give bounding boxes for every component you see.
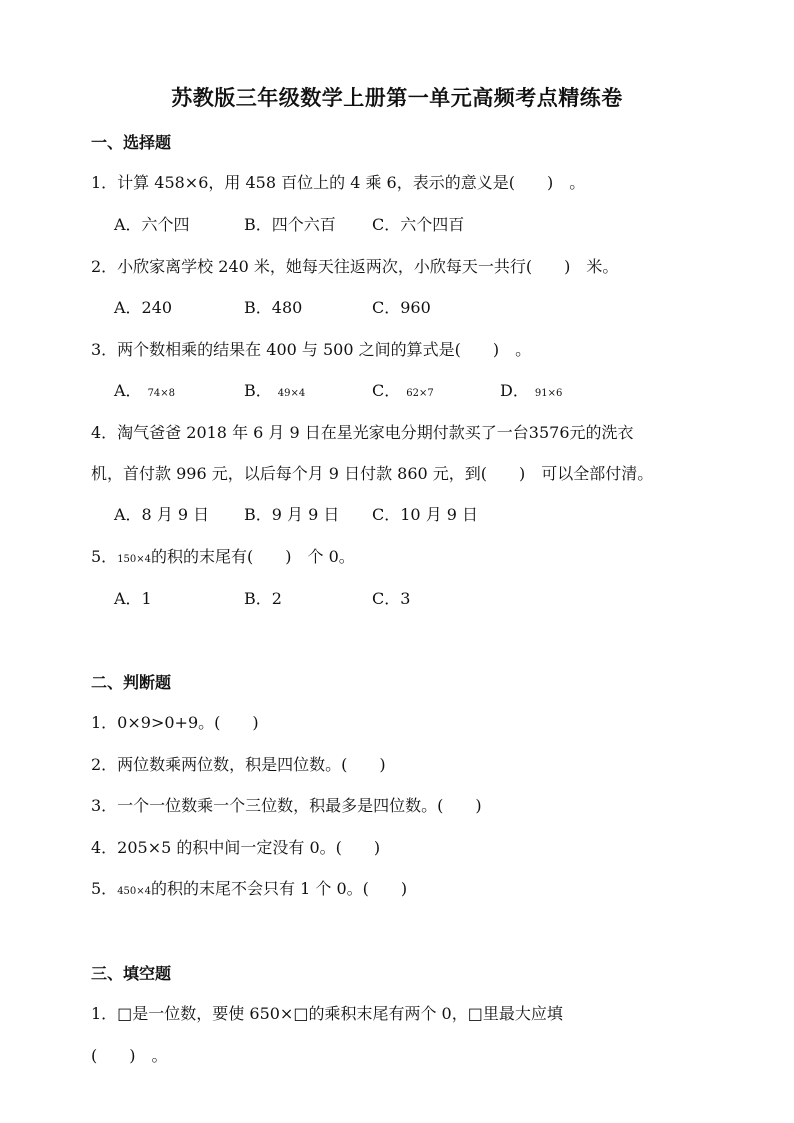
option-c[interactable]: C．960 [372, 298, 431, 317]
option-expression: 91×6 [534, 388, 563, 399]
question-number: 5． [91, 547, 118, 566]
choice-question-4-line1: 4．淘气爸爸 2018 年 6 月 9 日在星光家电分期付款买了一台3576元的洗衣 [91, 423, 634, 442]
fill-question-1-line1: 1．□是一位数，要使 650×□的乘积末尾有两个 0，□里最大应填 [91, 1004, 563, 1023]
question-text: 的积的末尾有( ) 个 0。 [151, 547, 355, 566]
option-label: A． [114, 381, 142, 400]
section-heading-choice: 一、选择题 [91, 133, 172, 152]
option-a[interactable]: A．1 [114, 589, 152, 608]
option-a[interactable] [114, 378, 175, 401]
option-label: C． [372, 381, 401, 400]
option-label: D． [500, 381, 529, 400]
option-expression: 74×8 [147, 388, 176, 399]
judgement-item: 4．205×5 的积中间一定没有 0。( ) [91, 838, 381, 857]
choice-question-4-line2: 机，首付款 996 元，以后每个月 9 日付款 860 元，到( ) 可以全部付清。 [91, 464, 654, 483]
fill-question-1-line2: ( ) 。 [91, 1046, 168, 1065]
option-c[interactable]: C．3 [372, 589, 411, 608]
option-b[interactable]: B．四个六百 [244, 215, 336, 234]
choice-question-5 [91, 544, 355, 567]
option-c[interactable]: C．10 月 9 日 [372, 505, 479, 524]
option-c[interactable] [372, 378, 434, 401]
option-a[interactable]: A．240 [114, 298, 173, 317]
choice-question-1: 1．计算 458×6，用 458 百位上的 4 乘 6，表示的意义是( ) 。 [91, 173, 586, 192]
choice-question-3: 3．两个数相乘的结果在 400 与 500 之间的算式是( ) 。 [91, 340, 532, 359]
judgement-item: 3．一个一位数乘一个三位数，积最多是四位数。( ) [91, 796, 482, 815]
option-b[interactable]: B．9 月 9 日 [244, 505, 340, 524]
option-b[interactable]: B．2 [244, 589, 282, 608]
section-heading-judgement: 二、判断题 [91, 673, 172, 692]
judgement-item-5 [91, 876, 407, 899]
judgement-item: 1．0×9>0+9。( ) [91, 713, 259, 732]
question-expression: 150×4 [117, 554, 152, 565]
option-b[interactable]: B．480 [244, 298, 303, 317]
option-expression: 62×7 [406, 388, 434, 399]
option-d[interactable] [500, 378, 562, 401]
item-number: 5． [91, 879, 118, 898]
option-label: B． [244, 381, 272, 400]
judgement-item: 2．两位数乘两位数，积是四位数。( ) [91, 755, 386, 774]
section-heading-fill: 三、填空题 [91, 964, 172, 983]
item-expression: 450×4 [117, 886, 152, 897]
option-a[interactable]: A．六个四 [114, 215, 190, 234]
item-text: 的积的末尾不会只有 1 个 0。( ) [151, 879, 408, 898]
page-title: 苏教版三年级数学上册第一单元高频考点精练卷 [171, 85, 623, 110]
option-a[interactable]: A．8 月 9 日 [114, 505, 210, 524]
option-c[interactable]: C．六个四百 [372, 215, 465, 234]
choice-question-2: 2．小欣家离学校 240 米，她每天往返两次，小欣每天一共行( ) 米。 [91, 257, 619, 276]
option-b[interactable] [244, 378, 305, 401]
option-expression: 49×4 [277, 388, 306, 399]
